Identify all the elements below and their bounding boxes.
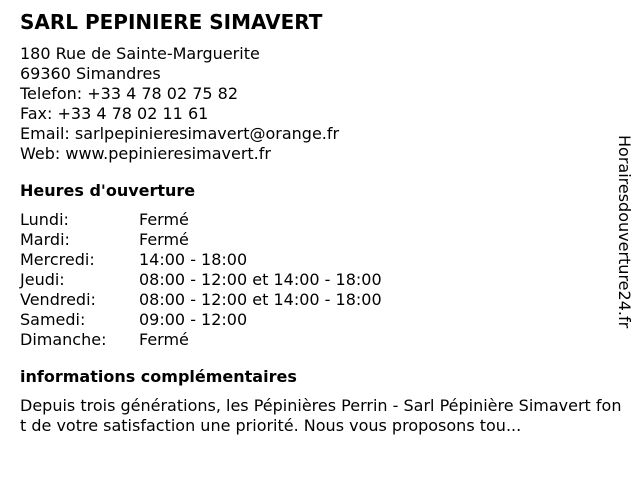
hours-day: Lundi:	[20, 210, 69, 229]
hours-row-wednesday	[20, 250, 620, 270]
hours-time: Fermé	[139, 230, 189, 249]
hours-day: Samedi:	[20, 310, 86, 329]
hours-time: 08:00 - 12:00 et 14:00 - 18:00	[139, 290, 382, 309]
business-name: SARL PEPINIERE SIMAVERT	[20, 10, 323, 34]
hours-day: Jeudi:	[20, 270, 65, 289]
opening-hours-heading: Heures d'ouverture	[20, 181, 196, 200]
hours-row-thursday	[20, 270, 620, 290]
address-street: 180 Rue de Sainte-Marguerite	[20, 44, 260, 63]
hours-time: 14:00 - 18:00	[139, 250, 248, 269]
hours-day: Mardi:	[20, 230, 70, 249]
hours-time: Fermé	[139, 210, 189, 229]
additional-info-heading: informations complémentaires	[20, 367, 297, 386]
site-watermark: Horairesdouverture24.fr	[615, 135, 634, 329]
hours-row-sunday	[20, 330, 620, 350]
address-city: 69360 Simandres	[20, 64, 161, 83]
hours-time: Fermé	[139, 330, 189, 349]
additional-info-text: Depuis trois générations, les Pépinières Perrin - Sarl Pépinière Simavert font de votre satisfaction une priorité. Nous vous proposons tou...	[20, 396, 622, 435]
hours-row-tuesday	[20, 230, 620, 250]
contact-block	[20, 44, 620, 164]
email-address: Email: sarlpepinieresimavert@orange.fr	[20, 124, 340, 143]
hours-time: 08:00 - 12:00 et 14:00 - 18:00	[139, 270, 382, 289]
hours-row-friday	[20, 290, 620, 310]
hours-day: Vendredi:	[20, 290, 96, 309]
website-url: Web: www.pepinieresimavert.fr	[20, 144, 271, 163]
hours-time: 09:00 - 12:00	[139, 310, 248, 329]
hours-day: Dimanche:	[20, 330, 107, 349]
fax-number: Fax: +33 4 78 02 11 61	[20, 104, 209, 123]
phone-number: Telefon: +33 4 78 02 75 82	[20, 84, 239, 103]
business-card	[20, 8, 620, 436]
hours-row-monday	[20, 210, 620, 230]
opening-hours-table	[20, 210, 620, 350]
hours-day: Mercredi:	[20, 250, 95, 269]
hours-row-saturday	[20, 310, 620, 330]
